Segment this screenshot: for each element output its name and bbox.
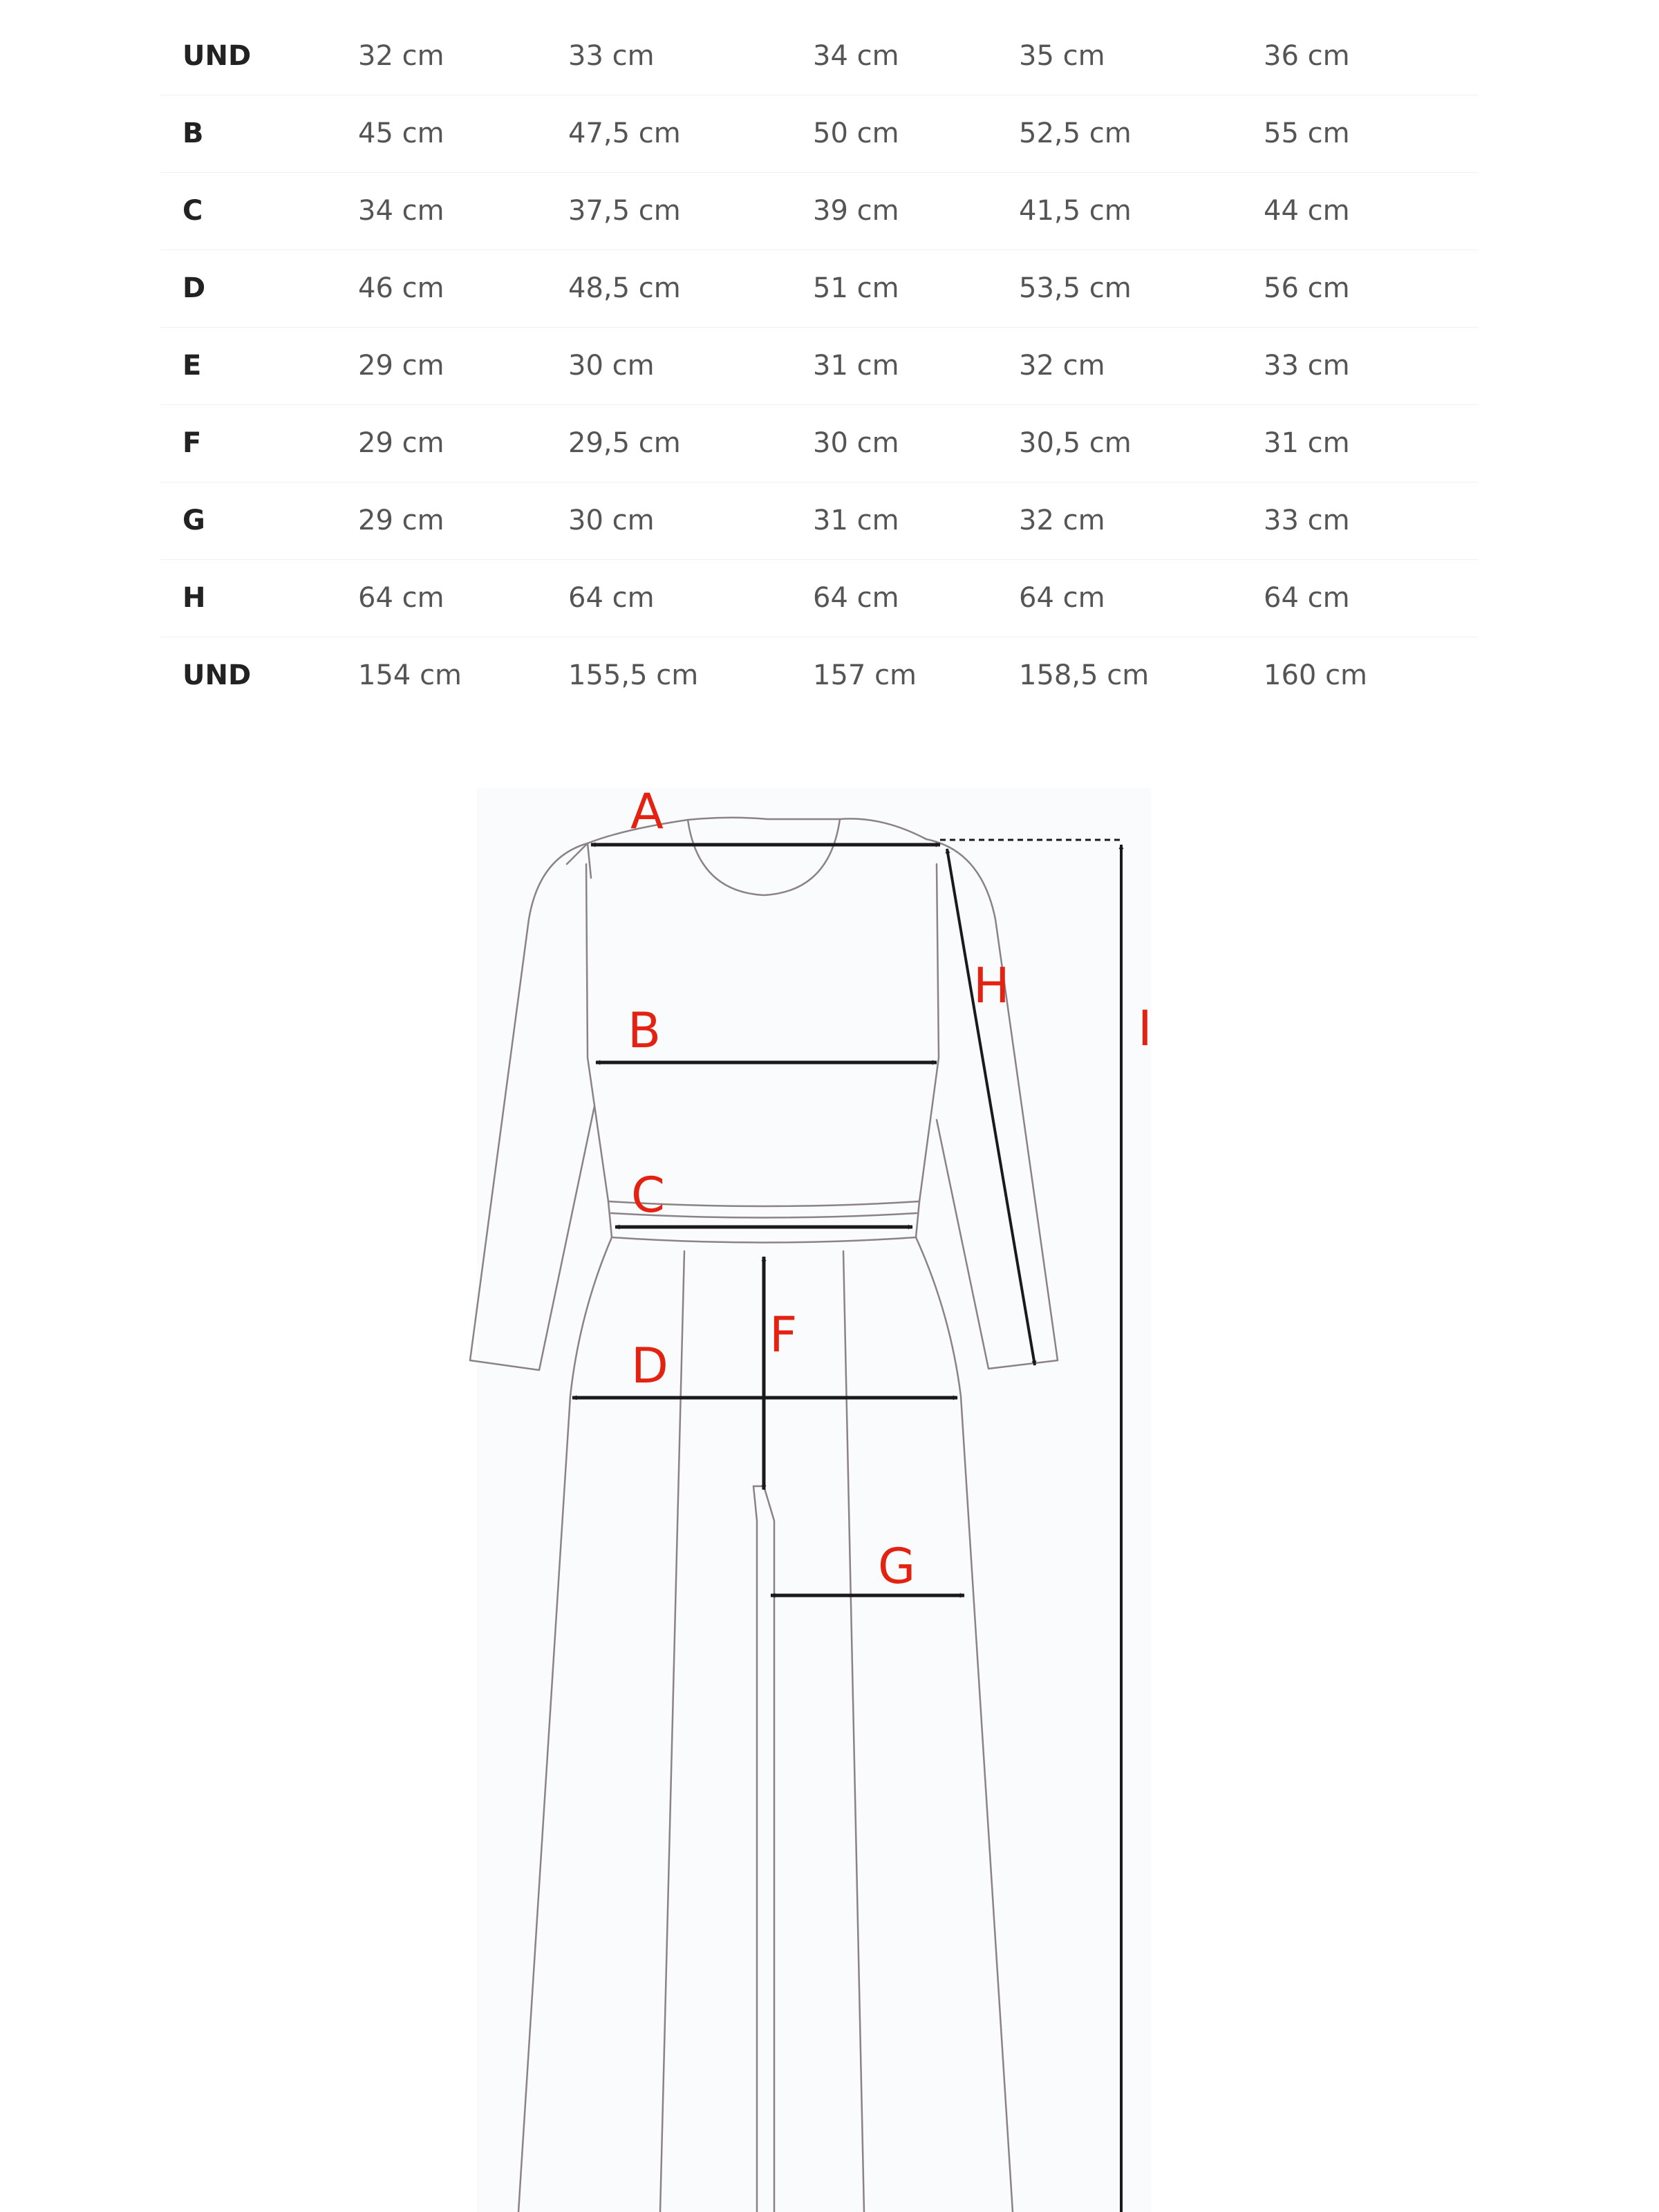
table-cell: 45 cm [358,118,444,149]
table-cell: 32 cm [1019,505,1105,536]
table-cell: 64 cm [1019,582,1105,614]
table-cell: 30,5 cm [1019,427,1132,459]
table-cell: 47,5 cm [568,118,681,149]
table-cell: 33 cm [568,39,655,72]
label-f: F [769,1306,798,1363]
table-cell: 30 cm [568,505,655,536]
table-cell: 34 cm [813,39,899,72]
row-label: B [182,118,204,149]
table-cell: 155,5 cm [568,659,699,692]
row-label: E [182,350,202,382]
row-label: D [182,272,206,304]
table-cell: 36 cm [1264,39,1350,72]
label-c: C [631,1167,665,1224]
label-a: A [630,783,664,840]
table-cell: 30 cm [813,427,899,459]
label-d: D [631,1338,668,1394]
table-cell: 31 cm [813,505,899,536]
table-cell: 53,5 cm [1019,272,1132,304]
table-cell: 29 cm [358,505,444,536]
table-cell: 160 cm [1264,659,1368,692]
diagram-background [477,788,1151,2212]
table-cell: 30 cm [568,350,655,382]
table-cell: 51 cm [813,272,899,304]
table-cell: 31 cm [1264,427,1350,459]
row-label: H [182,582,206,614]
table-cell: 29 cm [358,427,444,459]
table-cell: 41,5 cm [1019,195,1132,227]
label-g: G [878,1538,916,1595]
table-cell: 32 cm [1019,350,1105,382]
table-cell: 64 cm [1264,582,1350,614]
table-cell: 29,5 cm [568,427,681,459]
table-cell: 157 cm [813,659,917,692]
table-cell: 158,5 cm [1019,659,1150,692]
table-cell: 55 cm [1264,118,1350,149]
table-cell: 31 cm [813,350,899,382]
table-cell: 154 cm [358,659,462,692]
table-cell: 46 cm [358,272,444,304]
label-b: B [628,1002,662,1059]
row-label: C [182,195,203,227]
table-cell: 35 cm [1019,39,1105,72]
table-cell: 32 cm [358,39,444,72]
table-cell: 34 cm [358,195,444,227]
table-cell: 64 cm [358,582,444,614]
table-cell: 37,5 cm [568,195,681,227]
label-i: I [1138,1000,1152,1057]
row-label: F [182,427,202,459]
table-cell: 44 cm [1264,195,1350,227]
table-cell: 64 cm [568,582,655,614]
row-label: G [182,505,205,536]
table-cell: 33 cm [1264,505,1350,536]
table-cell: 29 cm [358,350,444,382]
table-cell: 64 cm [813,582,899,614]
table-cell: 52,5 cm [1019,118,1132,149]
label-h: H [973,957,1010,1014]
row-label: UND [182,659,252,692]
table-cell: 39 cm [813,195,899,227]
table-cell: 33 cm [1264,350,1350,382]
table-cell: 48,5 cm [568,272,681,304]
table-cell: 50 cm [813,118,899,149]
row-label: UND [182,39,252,72]
table-cell: 56 cm [1264,272,1350,304]
